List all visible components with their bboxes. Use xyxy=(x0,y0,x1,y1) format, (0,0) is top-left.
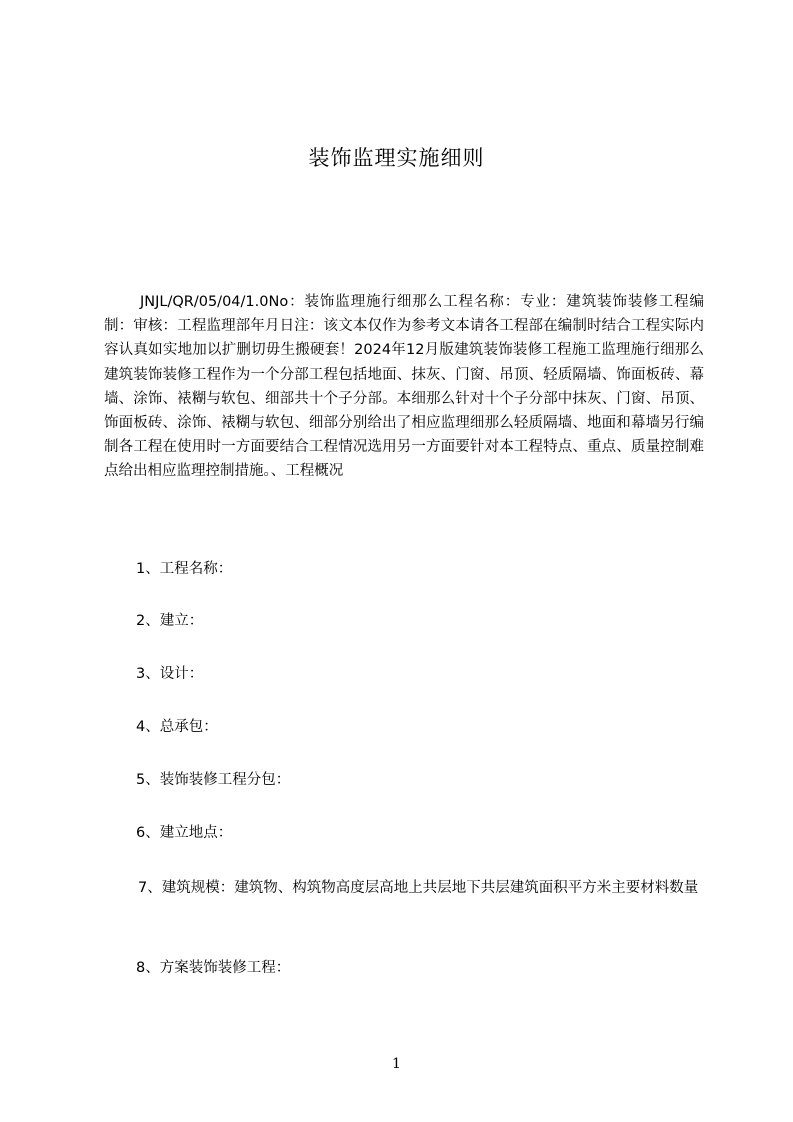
item-text: 4、总承包： xyxy=(136,719,218,735)
intro-paragraph: JNJL/QR/05/04/1.0No：装饰监理施行细那么工程名称：专业：建筑装饰装修工程编制：审核：工程监理部年月日注：该文本仅作为参考文本请各工程部在编制时结合工程实际内容认真如实地加以扩删切毋生搬硬套！2024年12月版建筑装饰装修工程施工监理施行细那么建筑装饰装修工程作为一个分部工程包括地面、抹灰、门窗、吊顶、轻质隔墙、饰面板砖、幕墙、涂饰、裱糊与软包、细部共十个子分部。本细那么针对十个子分部中抹灰、门窗、吊顶、饰面板砖、涂饰、裱糊与软包、细部分别给出了相应监理细那么轻质隔墙、地面和幕墙另行编制各工程在使用时一方面要结合工程情况选用另一方面要针对本工程特点、重点、质量控制难点给出相应监理控制措施。、工程概况 xyxy=(104,294,704,480)
list-item xyxy=(104,876,710,900)
list-item xyxy=(104,557,710,581)
item-text: 8、方案装饰装修工程： xyxy=(136,960,291,976)
item-text: 1、工程名称： xyxy=(136,561,233,577)
list-item xyxy=(104,609,710,633)
item-text: 7、建筑规模：建筑物、构筑物高度层高地上共层地下共层建筑面积平方米主要材料数量 xyxy=(138,880,699,896)
list-item xyxy=(104,715,710,739)
item-text: 6、建立地点： xyxy=(136,825,233,841)
item-text: 5、装饰装修工程分包： xyxy=(136,772,291,788)
list-item xyxy=(104,662,710,686)
item-text: 3、设计： xyxy=(136,666,204,682)
item-text: 2、建立： xyxy=(136,613,204,629)
document-title: 装饰监理实施细则 xyxy=(308,146,485,170)
page-number: 1 xyxy=(392,1056,401,1072)
list-item xyxy=(104,768,710,792)
list-item xyxy=(104,821,710,845)
list-item xyxy=(104,956,710,980)
